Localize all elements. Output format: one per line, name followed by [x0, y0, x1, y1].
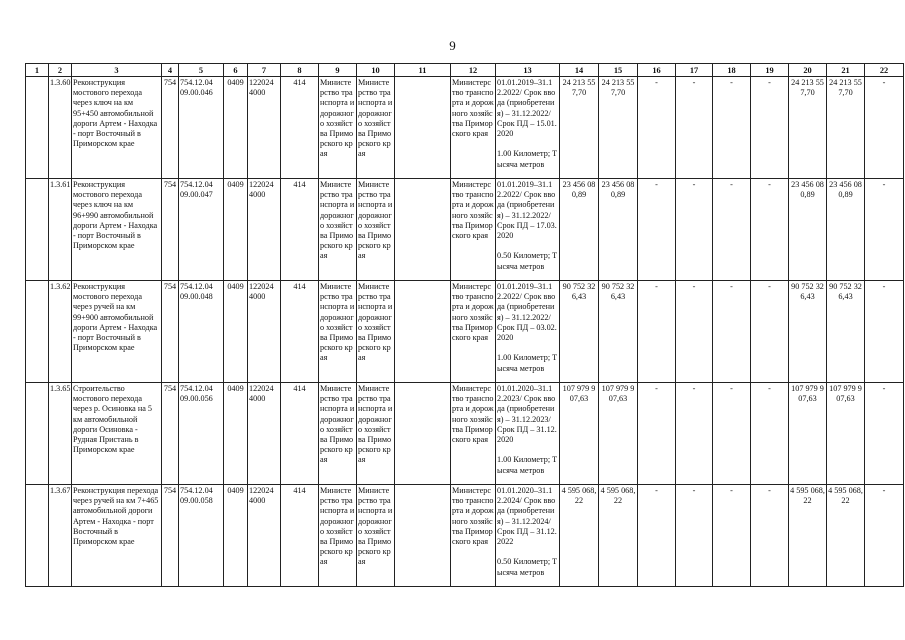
- cell-col-15: 4 595 068,22: [599, 485, 638, 587]
- cell-col-6: 0409: [224, 485, 248, 587]
- cell-col-10: Министерство транспорта и дорожного хозяйства Приморского края: [357, 383, 395, 485]
- cell-col-9: Министерство транспорта и дорожного хозяйства Приморского края: [319, 281, 357, 383]
- column-header-16: 16: [638, 64, 676, 77]
- cell-col-12: Министерство транспорта и дорожного хозяйства Приморского края: [451, 281, 496, 383]
- column-header-9: 9: [319, 64, 357, 77]
- cell-col-18: -: [713, 485, 751, 587]
- column-header-3: 3: [72, 64, 162, 77]
- table-row: [26, 77, 904, 179]
- column-header-21: 21: [827, 64, 865, 77]
- cell-col-17: -: [676, 77, 713, 179]
- cell-col-6: 0409: [224, 77, 248, 179]
- cell-col-19: -: [751, 485, 789, 587]
- cell-col-19: -: [751, 281, 789, 383]
- cell-col-1: [26, 179, 49, 281]
- cell-col-19: -: [751, 383, 789, 485]
- cell-col-4: 754: [162, 485, 179, 587]
- cell-col-18: -: [713, 77, 751, 179]
- column-header-22: 22: [865, 64, 904, 77]
- cell-col-15: 90 752 326,43: [599, 281, 638, 383]
- cell-col-5: 754.12.04 09.00.056: [179, 383, 224, 485]
- page-number: 9: [449, 38, 456, 53]
- cell-col-1: [26, 383, 49, 485]
- cell-col-12: Министерство транспорта и дорожного хозяйства Приморского края: [451, 179, 496, 281]
- cell-col-12: Министерство транспорта и дорожного хозяйства Приморского края: [451, 485, 496, 587]
- cell-col-21: 24 213 557,70: [827, 77, 865, 179]
- column-header-4: 4: [162, 64, 179, 77]
- cell-col-8: 414: [281, 383, 319, 485]
- column-header-11: 11: [395, 64, 451, 77]
- column-header-14: 14: [560, 64, 599, 77]
- column-header-18: 18: [713, 64, 751, 77]
- cell-col-1: [26, 77, 49, 179]
- cell-col-13: 01.01.2019–31.12.2022/ Срок ввода (приобретения) – 31.12.2022/ Срок ПД – 17.03.2020 0.50 Километр; Тысяча метров: [496, 179, 560, 281]
- cell-col-7: 122024 4000: [248, 77, 281, 179]
- cell-col-6: 0409: [224, 383, 248, 485]
- table-row: [26, 485, 904, 587]
- cell-col-16: -: [638, 383, 676, 485]
- cell-col-11: [395, 179, 451, 281]
- cell-col-7: 122024 4000: [248, 281, 281, 383]
- cell-col-13: 01.01.2020–31.12.2024/ Срок ввода (приобретения) – 31.12.2024/ Срок ПД – 31.12.2022 0.50 Километр; Тысяча метров: [496, 485, 560, 587]
- cell-col-7: 122024 4000: [248, 485, 281, 587]
- cell-col-10: Министерство транспорта и дорожного хозяйства Приморского края: [357, 485, 395, 587]
- cell-col-20: 24 213 557,70: [789, 77, 827, 179]
- cell-col-17: -: [676, 383, 713, 485]
- cell-col-8: 414: [281, 485, 319, 587]
- cell-col-3: Строительство мостового перехода через р. Осиновка на 5 км автомобильной дороги Осиновка - Рудная Пристань в Приморском крае: [72, 383, 162, 485]
- cell-col-8: 414: [281, 77, 319, 179]
- cell-col-18: -: [713, 383, 751, 485]
- cell-col-14: 4 595 068,22: [560, 485, 599, 587]
- cell-col-1: [26, 485, 49, 587]
- cell-col-13: 01.01.2019–31.12.2022/ Срок ввода (приобретения) – 31.12.2022/ Срок ПД – 03.02.2020 1.00 Километр; Тысяча метров: [496, 281, 560, 383]
- cell-col-18: -: [713, 281, 751, 383]
- cell-col-17: -: [676, 281, 713, 383]
- cell-col-3: Реконструкция мостового перехода через ручей на км 99+900 автомобильной дороги Артем - Находка - порт Восточный в Приморском крае: [72, 281, 162, 383]
- column-header-1: 1: [26, 64, 49, 77]
- cell-col-11: [395, 281, 451, 383]
- column-header-10: 10: [357, 64, 395, 77]
- cell-col-13: 01.01.2019–31.12.2022/ Срок ввода (приобретения) – 31.12.2022/ Срок ПД – 15.01.2020 1.00 Километр; Тысяча метров: [496, 77, 560, 179]
- column-header-20: 20: [789, 64, 827, 77]
- cell-col-18: -: [713, 179, 751, 281]
- cell-col-14: 24 213 557,70: [560, 77, 599, 179]
- cell-col-3: Реконструкция перехода через ручей на км 7+465 автомобильной дороги Артем - Находка - порт Восточный в Приморском крае: [72, 485, 162, 587]
- cell-col-21: 90 752 326,43: [827, 281, 865, 383]
- cell-col-11: [395, 77, 451, 179]
- cell-col-14: 23 456 080,89: [560, 179, 599, 281]
- cell-col-4: 754: [162, 281, 179, 383]
- cell-col-8: 414: [281, 179, 319, 281]
- register-table: [25, 63, 904, 587]
- cell-col-22: -: [865, 281, 904, 383]
- cell-col-10: Министерство транспорта и дорожного хозяйства Приморского края: [357, 179, 395, 281]
- cell-col-17: -: [676, 179, 713, 281]
- cell-col-2: 1.3.67: [49, 485, 72, 587]
- cell-col-15: 24 213 557,70: [599, 77, 638, 179]
- cell-col-17: -: [676, 485, 713, 587]
- cell-col-16: -: [638, 77, 676, 179]
- cell-col-8: 414: [281, 281, 319, 383]
- cell-col-6: 0409: [224, 179, 248, 281]
- cell-col-14: 90 752 326,43: [560, 281, 599, 383]
- cell-col-11: [395, 383, 451, 485]
- cell-col-5: 754.12.04 09.00.048: [179, 281, 224, 383]
- column-header-2: 2: [49, 64, 72, 77]
- column-header-15: 15: [599, 64, 638, 77]
- cell-col-3: Реконструкция мостового перехода через ключ на км 96+990 автомобильной дороги Артем - Находка - порт Восточный в Приморском крае: [72, 179, 162, 281]
- cell-col-3: Реконструкция мостового перехода через ключ на км 95+450 автомобильной дороги Артем - Находка - порт Восточный в Приморском крае: [72, 77, 162, 179]
- table-row: [26, 179, 904, 281]
- column-header-5: 5: [179, 64, 224, 77]
- cell-col-4: 754: [162, 179, 179, 281]
- cell-col-22: -: [865, 383, 904, 485]
- cell-col-20: 107 979 907,63: [789, 383, 827, 485]
- cell-col-19: -: [751, 77, 789, 179]
- cell-col-21: 107 979 907,63: [827, 383, 865, 485]
- cell-col-5: 754.12.04 09.00.058: [179, 485, 224, 587]
- cell-col-16: -: [638, 485, 676, 587]
- cell-col-5: 754.12.04 09.00.047: [179, 179, 224, 281]
- cell-col-7: 122024 4000: [248, 179, 281, 281]
- column-header-7: 7: [248, 64, 281, 77]
- cell-col-6: 0409: [224, 281, 248, 383]
- table-row: [26, 383, 904, 485]
- cell-col-22: -: [865, 485, 904, 587]
- cell-col-16: -: [638, 179, 676, 281]
- cell-col-2: 1.3.60: [49, 77, 72, 179]
- cell-col-12: Министерство транспорта и дорожного хозяйства Приморского края: [451, 77, 496, 179]
- column-header-19: 19: [751, 64, 789, 77]
- cell-col-1: [26, 281, 49, 383]
- cell-col-9: Министерство транспорта и дорожного хозяйства Приморского края: [319, 485, 357, 587]
- cell-col-9: Министерство транспорта и дорожного хозяйства Приморского края: [319, 179, 357, 281]
- cell-col-14: 107 979 907,63: [560, 383, 599, 485]
- cell-col-22: -: [865, 77, 904, 179]
- cell-col-22: -: [865, 179, 904, 281]
- cell-col-13: 01.01.2020–31.12.2023/ Срок ввода (приобретения) – 31.12.2023/ Срок ПД – 31.12.2020 1.00 Километр; Тысяча метров: [496, 383, 560, 485]
- cell-col-20: 23 456 080,89: [789, 179, 827, 281]
- cell-col-2: 1.3.61: [49, 179, 72, 281]
- cell-col-20: 90 752 326,43: [789, 281, 827, 383]
- column-header-13: 13: [496, 64, 560, 77]
- cell-col-4: 754: [162, 383, 179, 485]
- cell-col-9: Министерство транспорта и дорожного хозяйства Приморского края: [319, 383, 357, 485]
- cell-col-5: 754.12.04 09.00.046: [179, 77, 224, 179]
- header-row: [26, 64, 904, 77]
- cell-col-11: [395, 485, 451, 587]
- cell-col-19: -: [751, 179, 789, 281]
- table-row: [26, 281, 904, 383]
- cell-col-15: 107 979 907,63: [599, 383, 638, 485]
- cell-col-16: -: [638, 281, 676, 383]
- cell-col-10: Министерство транспорта и дорожного хозяйства Приморского края: [357, 77, 395, 179]
- column-header-17: 17: [676, 64, 713, 77]
- cell-col-21: 4 595 068,22: [827, 485, 865, 587]
- cell-col-9: Министерство транспорта и дорожного хозяйства Приморского края: [319, 77, 357, 179]
- cell-col-7: 122024 4000: [248, 383, 281, 485]
- cell-col-4: 754: [162, 77, 179, 179]
- cell-col-2: 1.3.62: [49, 281, 72, 383]
- cell-col-12: Министерство транспорта и дорожного хозяйства Приморского края: [451, 383, 496, 485]
- cell-col-20: 4 595 068,22: [789, 485, 827, 587]
- column-header-12: 12: [451, 64, 496, 77]
- cell-col-10: Министерство транспорта и дорожного хозяйства Приморского края: [357, 281, 395, 383]
- cell-col-15: 23 456 080,89: [599, 179, 638, 281]
- cell-col-2: 1.3.65: [49, 383, 72, 485]
- column-header-8: 8: [281, 64, 319, 77]
- column-header-6: 6: [224, 64, 248, 77]
- cell-col-21: 23 456 080,89: [827, 179, 865, 281]
